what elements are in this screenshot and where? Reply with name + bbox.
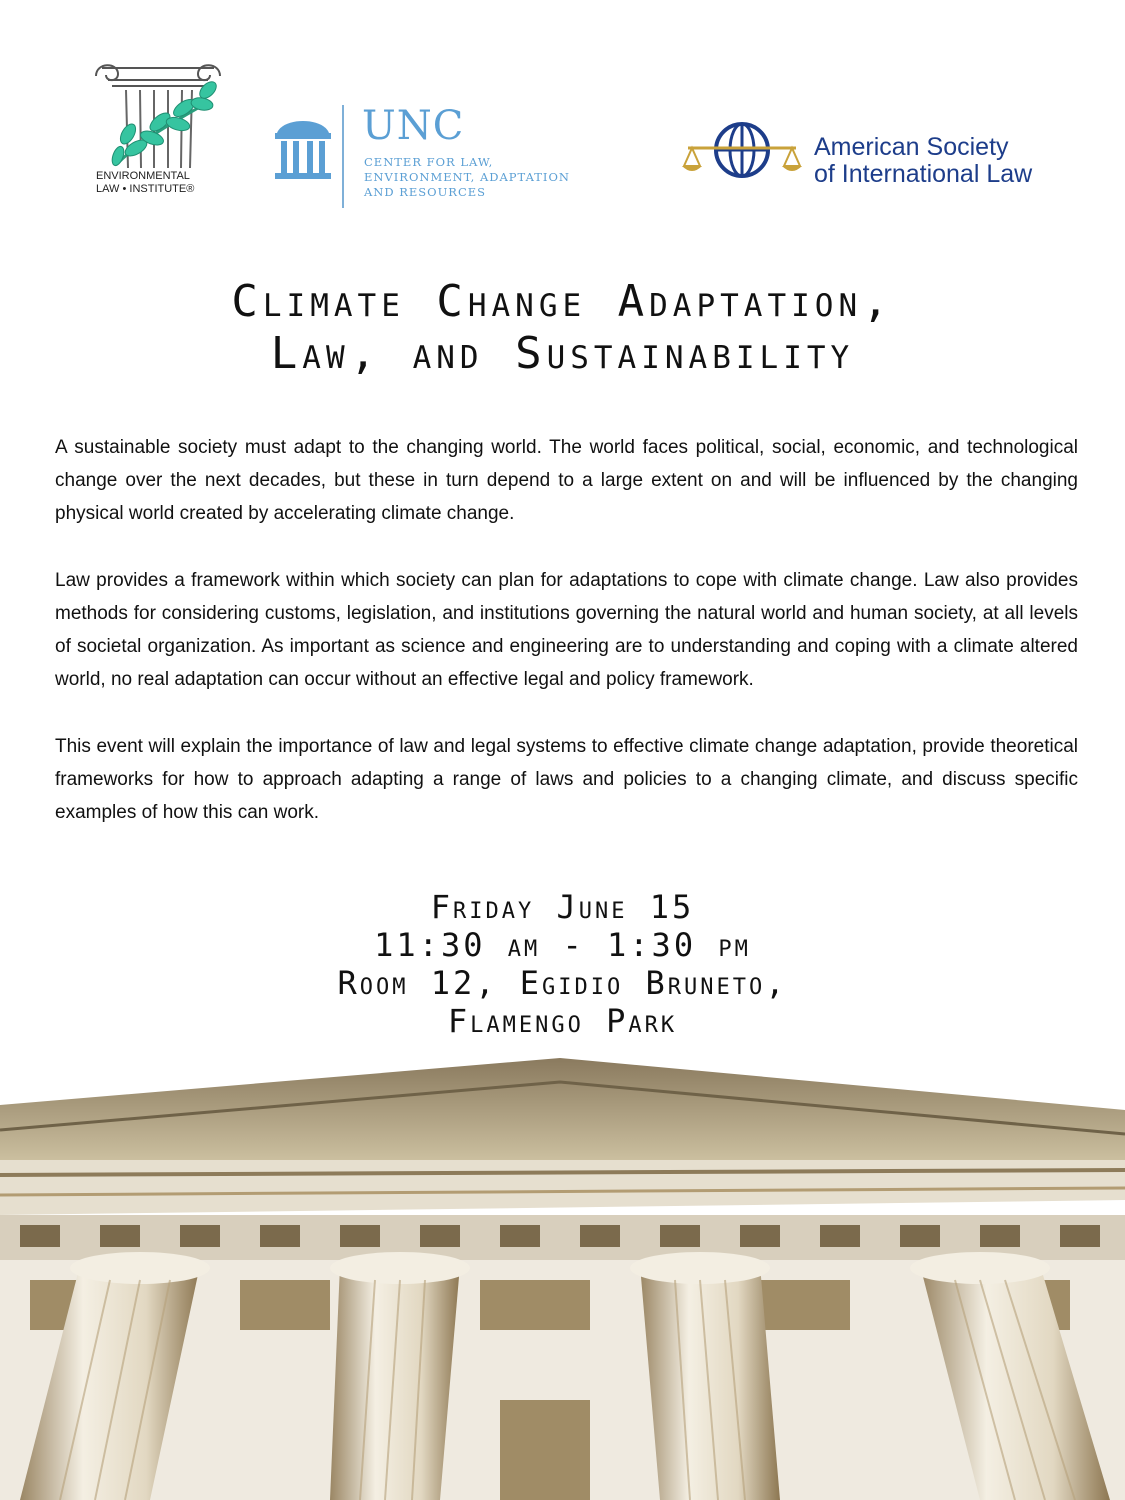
paragraph-1: A sustainable society must adapt to the changing world. The world faces political, social, economic, and technological change over the next decades, but these in turn depend to a large extent on and will be influenced by the changing physical world created by accelerating climate change.: [55, 437, 1078, 524]
unc-logo: [270, 105, 670, 215]
page-title: [0, 276, 1125, 380]
unc-subtitle: [364, 155, 570, 200]
event-date: Friday June 15: [430, 888, 695, 926]
column-leaf-icon: [88, 58, 228, 173]
title-line2: Law, and Sustainability: [270, 328, 855, 379]
asil-line2: of International Law: [814, 160, 1033, 188]
globe-scales-icon: [680, 118, 804, 188]
unc-line1: CENTER FOR LAW,: [364, 155, 494, 169]
unc-line2: ENVIRONMENT, ADAPTATION: [364, 170, 570, 184]
eli-wordmark: [88, 170, 236, 196]
event-location-line2: Flamengo Park: [447, 1002, 678, 1040]
event-location-line1: Room 12, Egidio Bruneto,: [337, 964, 788, 1002]
unc-divider: [342, 105, 344, 208]
asil-wordmark: [814, 134, 1032, 188]
asil-logo: [680, 118, 1080, 198]
title-line1: Climate Change Adaptation,: [231, 276, 894, 327]
courthouse-columns-illustration: [0, 1010, 1125, 1500]
paragraph-3: This event will explain the importance of law and legal systems to effective climate change adaptation, provide theoretical frameworks for how to approach adapting a range of laws and policies to a changing climate, and discuss specific examples of how this can work.: [55, 736, 1078, 823]
asil-line1: American Society: [814, 133, 1009, 161]
unc-title: UNC: [362, 103, 465, 149]
eli-logo: [88, 58, 228, 228]
old-well-icon: [273, 111, 333, 181]
eli-line1: ENVIRONMENTAL: [96, 170, 190, 182]
event-time: 11:30 am - 1:30 pm: [374, 926, 751, 964]
paragraph-2: Law provides a framework within which society can plan for adaptations to cope with climate change. Law also provides methods for considering customs, legislation, and institutions governing the natural world and human society, at all levels of societal organization. As important as science and engineering are to understanding and coping with a climate altered world, no real adaptation can occur without an effective legal and policy framework.: [55, 570, 1078, 690]
unc-line3: AND RESOURCES: [364, 185, 487, 199]
description: [55, 431, 1078, 863]
eli-line2: LAW • INSTITUTE®: [96, 183, 195, 195]
